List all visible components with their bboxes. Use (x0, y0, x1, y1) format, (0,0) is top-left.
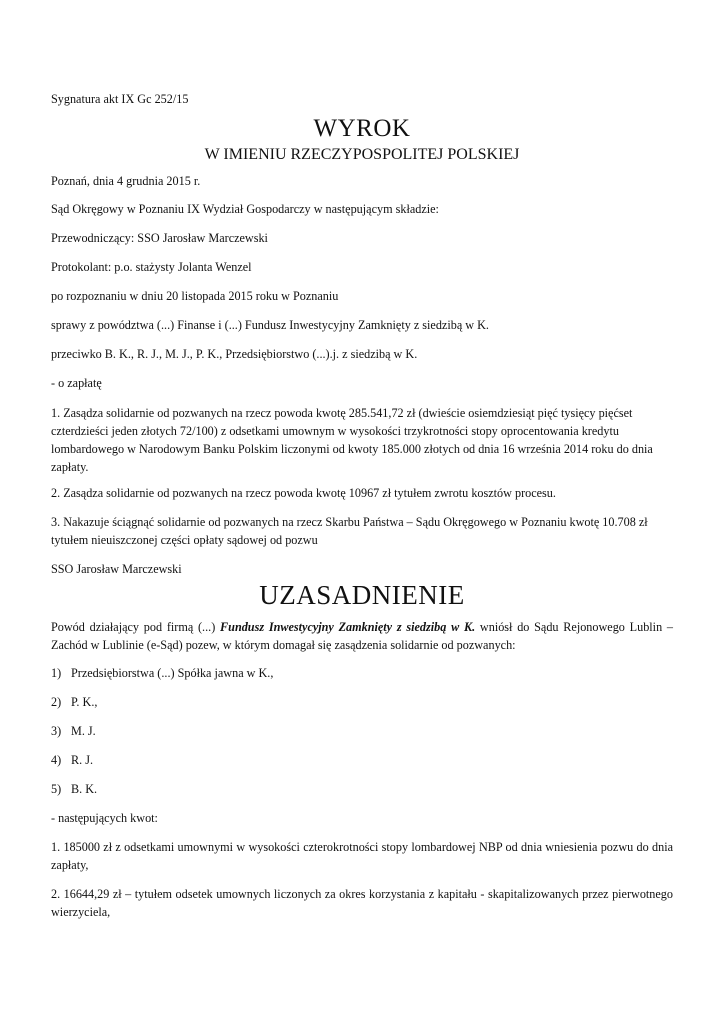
case-plaintiff: sprawy z powództwa (...) Finanse i (...) Fundusz Inwestycyjny Zamknięty z siedzibą w K. (51, 318, 489, 332)
defendant-name: M. J. (71, 724, 96, 738)
justification-intro (51, 618, 673, 654)
defendant-number: 1) (51, 666, 62, 680)
defendant-name: B. K. (71, 782, 98, 796)
defendant-name: Przedsiębiorstwa (...) Spółka jawna w K., (71, 666, 274, 680)
intro-text-before: Powód działający pod firmą (...) (51, 620, 221, 634)
defendant-item (51, 693, 673, 711)
amount-item-2: 2. 16644,29 zł – tytułem odsetek umownych liczonych za okres korzystania z kapitału - skapitalizowanych przez pierwotnego wierzyciela, (51, 887, 673, 919)
case-defendants: przeciwko B. K., R. J., M. J., P. K., Przedsiębiorstwo (...).j. z siedzibą w K. (51, 347, 418, 361)
case-subject: - o zapłatę (51, 376, 102, 390)
place-date: Poznań, dnia 4 grudnia 2015 r. (51, 174, 201, 188)
defendant-item (51, 664, 673, 682)
judge-signature: SSO Jarosław Marczewski (51, 562, 182, 576)
presiding-judge: Przewodniczący: SSO Jarosław Marczewski (51, 231, 268, 245)
intro-fund-name: Fundusz Inwestycyjny Zamknięty z siedzibą w K. (220, 620, 476, 634)
defendant-number: 5) (51, 782, 62, 796)
justification-title: UZASADNIENIE (259, 580, 465, 610)
defendant-number: 2) (51, 695, 62, 709)
defendant-number: 3) (51, 724, 62, 738)
case-signature: Sygnatura akt IX Gc 252/15 (51, 92, 189, 106)
intro-text-after: wniósł do Sądu Rejonowego Lublin – Zachód w Lublinie (e-Sąd) pozew, w którym domagał się zasądzenia solidarnie od pozwanych: (51, 620, 674, 652)
ruling-point-2: 2. Zasądza solidarnie od pozwanych na rzecz powoda kwotę 10967 zł tytułem zwrotu kosztów procesu. (51, 486, 556, 500)
defendant-item (51, 722, 673, 740)
amount-item-1: 1. 185000 zł z odsetkami umownymi w wysokości czterokrotności stopy lombardowej NBP od dnia wniesienia pozwu do dnia zapłaty, (51, 840, 673, 872)
defendant-item (51, 751, 673, 769)
judgment-title: WYROK (313, 115, 411, 142)
ruling-point-1: 1. Zasądza solidarnie od pozwanych na rzecz powoda kwotę 285.541,72 zł (dwieście osiemdziesiąt pięć tysięcy pięćset czterdzieści jeden złotych 72/100) z odsetkami umownym w wysokości trzykrotności stopy oprocentowania kredytu lombardowego w Narodowym Banku Polskim liczonymi od kwoty 185.000 złotych od dnia 16 września 2014 roku do dnia zapłaty. (51, 406, 653, 474)
ruling-point-3: 3. Nakazuje ściągnąć solidarnie od pozwanych na rzecz Skarbu Państwa – Sądu Okręgowego w Poznaniu kwotę 10.708 zł tytułem nieuiszczonej części opłaty sądowej od pozwu (51, 515, 648, 547)
judgment-subtitle: W IMIENIU RZECZYPOSPOLITEJ POLSKIEJ (204, 146, 520, 163)
defendant-item (51, 780, 673, 798)
defendant-name: P. K., (71, 695, 98, 709)
court-clerk: Protokolant: p.o. stażysty Jolanta Wenzel (51, 260, 252, 274)
defendant-name: R. J. (71, 753, 94, 767)
hearing-date: po rozpoznaniu w dniu 20 listopada 2015 roku w Poznaniu (51, 289, 339, 303)
defendant-number: 4) (51, 753, 62, 767)
amounts-intro: - następujących kwot: (51, 811, 158, 825)
court-composition: Sąd Okręgowy w Poznaniu IX Wydział Gospodarczy w następującym składzie: (51, 202, 439, 216)
